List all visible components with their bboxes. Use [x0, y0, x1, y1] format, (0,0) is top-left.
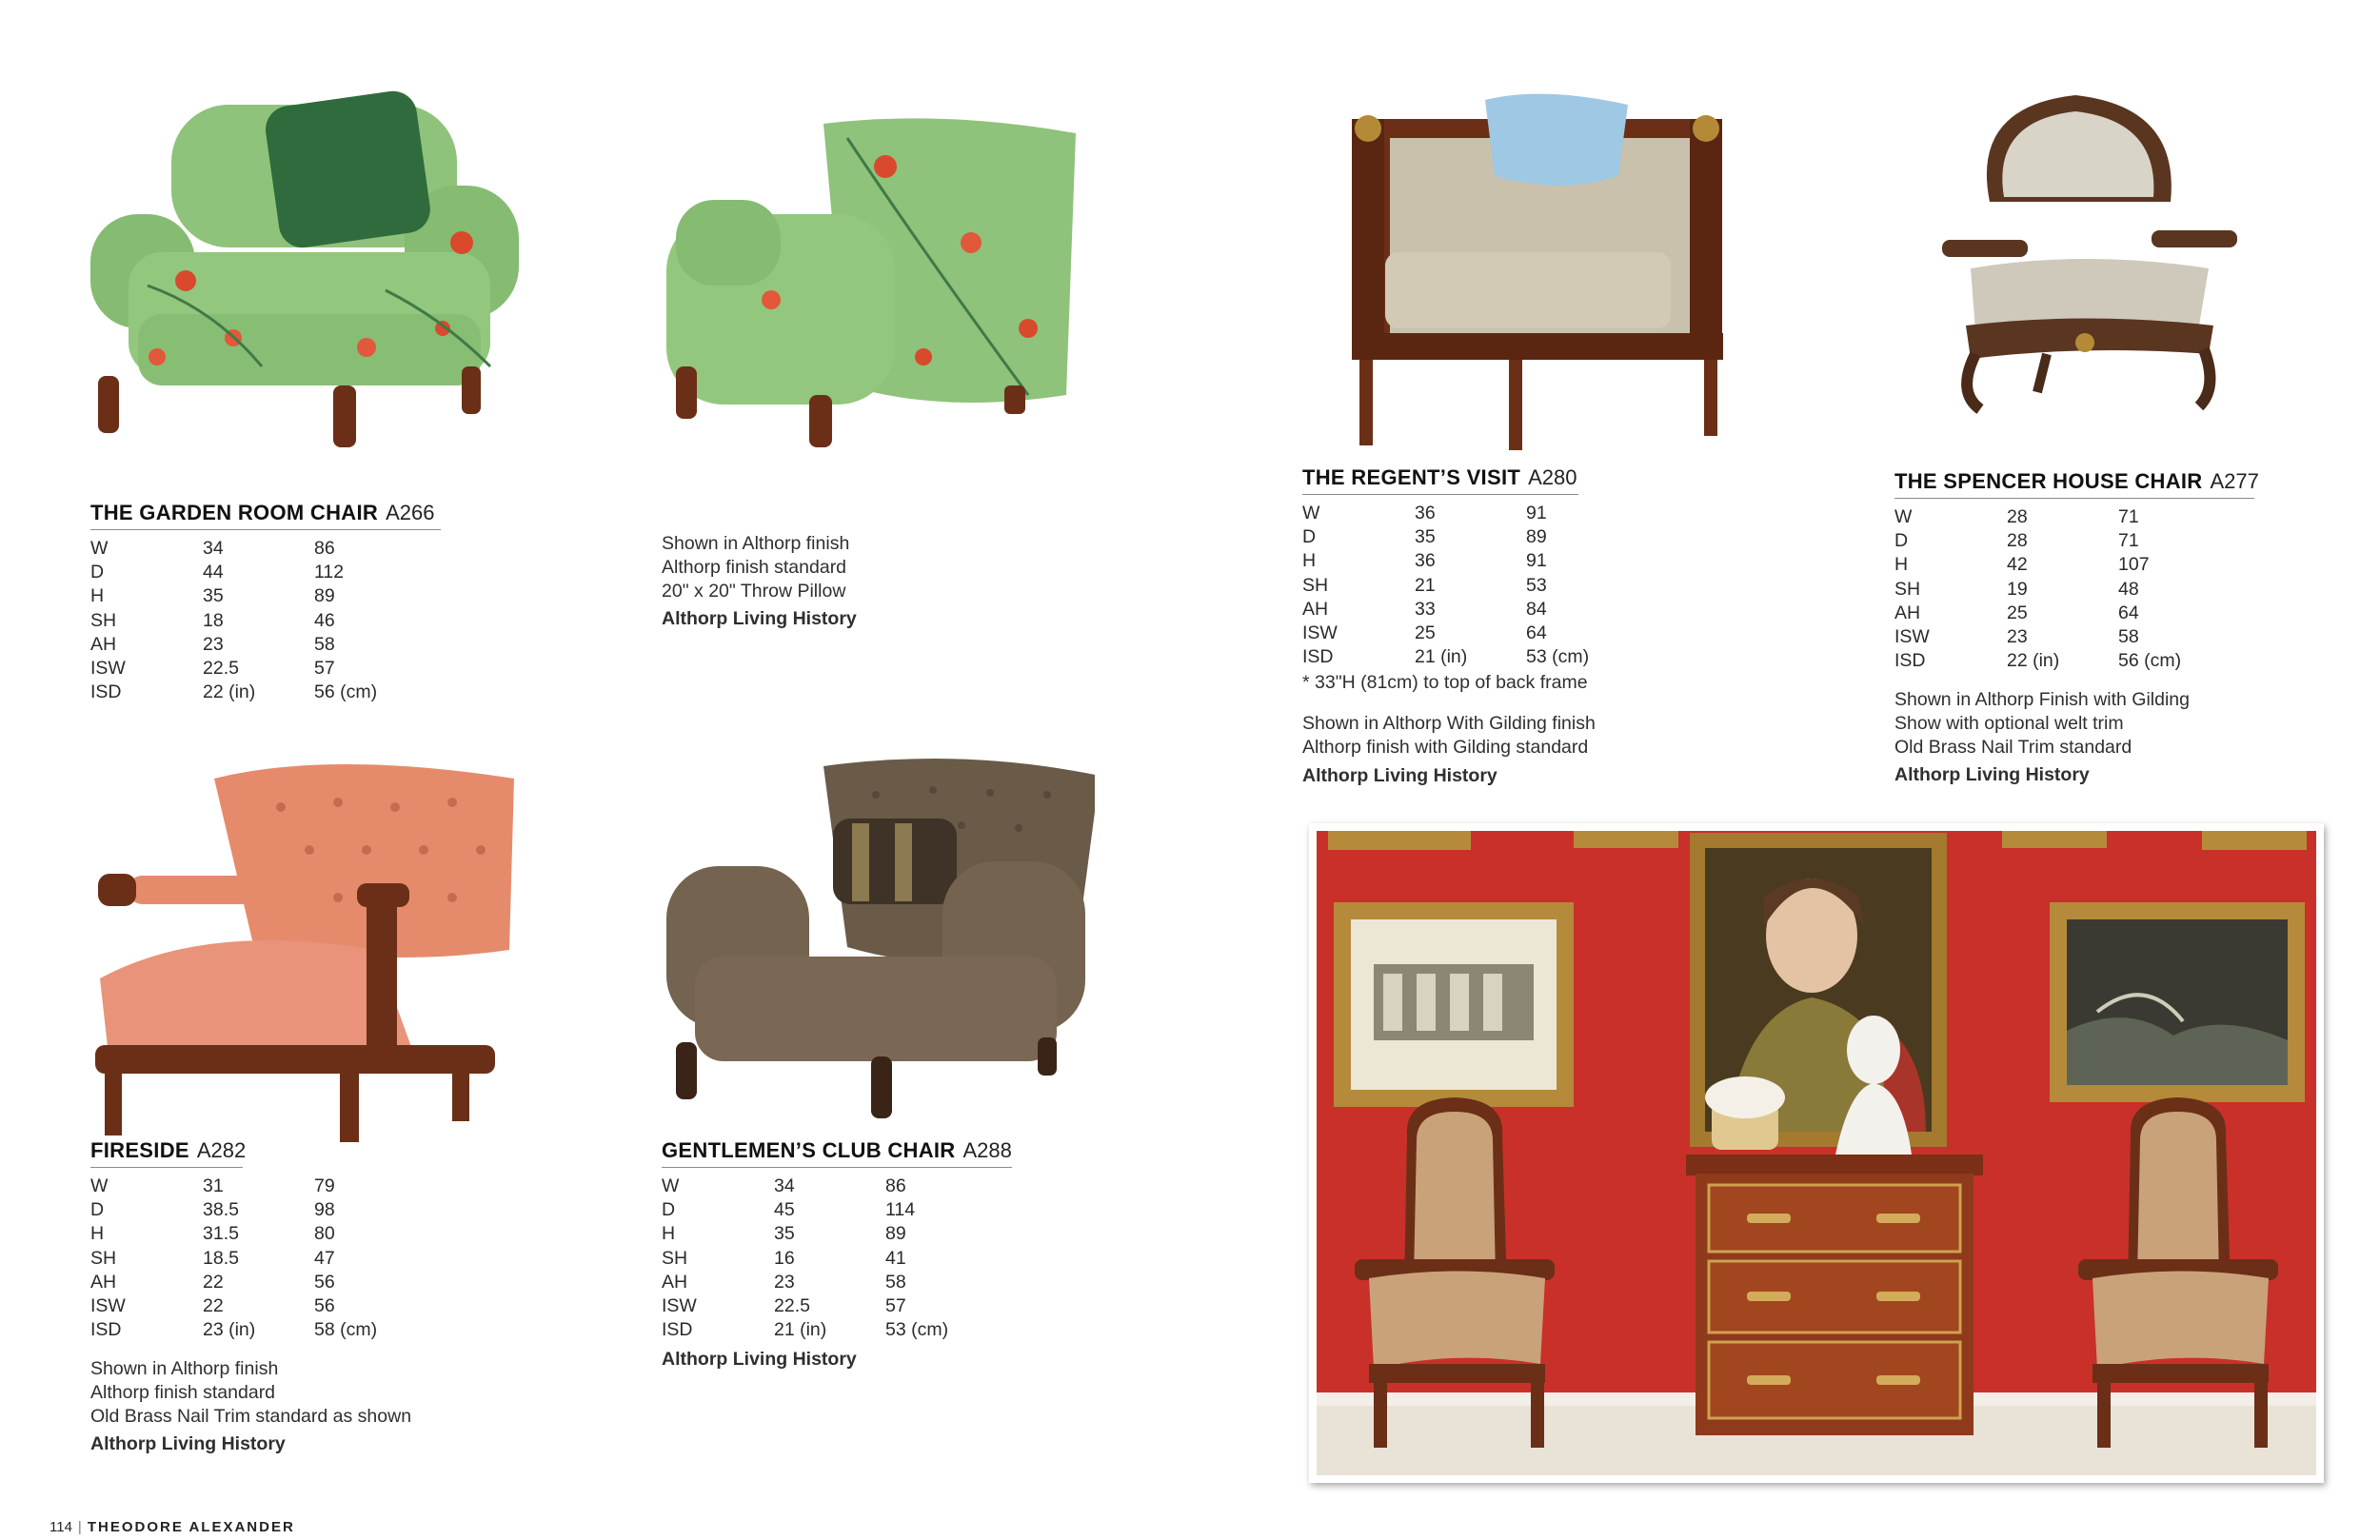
- dim-cm: 79: [314, 1175, 335, 1196]
- dim-cm: 64: [1526, 622, 1547, 643]
- dim-label: W: [90, 538, 109, 559]
- dim-label: ISW: [90, 1294, 126, 1316]
- brand-name: THEODORE ALEXANDER: [87, 1519, 295, 1535]
- dim-row: [1894, 602, 2209, 625]
- gentlemens-club-chair-title: [662, 1136, 1012, 1165]
- product-code: A282: [196, 1138, 247, 1162]
- dim-cm: 53: [1526, 574, 1547, 596]
- dim-label: D: [1302, 526, 1317, 548]
- dim-cm: 46: [314, 609, 335, 631]
- regents-visit-dimensions: [1302, 502, 1616, 669]
- product-name: THE GARDEN ROOM CHAIR: [90, 501, 379, 524]
- gentlemens-club-chair-image: [657, 757, 1095, 1123]
- regents-visit-chair-image: [1333, 90, 1742, 457]
- dim-label: H: [90, 1223, 105, 1245]
- dim-row: [1894, 649, 2209, 673]
- dim-cm: 56 (cm): [314, 681, 378, 703]
- garden-room-chair-front-image: [81, 81, 538, 462]
- dim-row: [90, 1198, 405, 1222]
- dim-label: SH: [662, 1247, 688, 1269]
- dim-cm: 114: [885, 1199, 916, 1221]
- dim-label: W: [1894, 506, 1913, 527]
- dim-label: H: [1302, 550, 1317, 572]
- dim-row: [1894, 578, 2209, 602]
- page-number: 114: [50, 1519, 72, 1535]
- dim-label: SH: [90, 609, 117, 631]
- dim-row: [90, 561, 405, 584]
- dim-inches: 21 (in): [1415, 646, 1468, 668]
- dim-label: H: [1894, 554, 1909, 576]
- dim-inches: 22.5: [203, 657, 239, 679]
- dim-label: ISD: [90, 1319, 122, 1341]
- dim-row: [90, 584, 405, 608]
- dim-label: W: [662, 1175, 680, 1196]
- spencer-house-collection: Althorp Living History: [1894, 764, 2090, 785]
- dim-label: AH: [1894, 602, 1921, 623]
- dim-cm: 71: [2118, 506, 2139, 527]
- dim-inches: 25: [1415, 622, 1436, 643]
- product-code: A266: [386, 501, 435, 524]
- dim-inches: 34: [774, 1175, 795, 1196]
- dim-inches: 31.5: [203, 1223, 239, 1245]
- dim-inches: 28: [2007, 506, 2028, 527]
- dim-label: AH: [662, 1271, 688, 1293]
- product-name: FIRESIDE: [90, 1138, 189, 1162]
- dim-row: [90, 1294, 405, 1318]
- dim-inches: 18: [203, 609, 224, 631]
- dim-cm: 71: [2118, 530, 2139, 552]
- footer-separator: |: [77, 1519, 82, 1535]
- dim-inches: 23: [774, 1271, 795, 1293]
- garden-room-dimensions: [90, 537, 405, 704]
- dim-row: [662, 1222, 976, 1246]
- spencer-house-chair-title: [1894, 467, 2259, 496]
- note-line: Althorp finish standard: [90, 1382, 276, 1404]
- dim-cm: 89: [314, 585, 335, 607]
- dim-inches: 35: [203, 585, 224, 607]
- dim-row: [90, 657, 405, 681]
- dim-row: [1302, 574, 1616, 598]
- dim-cm: 64: [2118, 602, 2139, 623]
- dim-row: [662, 1271, 976, 1294]
- dim-inches: 35: [1415, 526, 1436, 548]
- dim-row: [1894, 625, 2209, 649]
- dim-row: [90, 537, 405, 561]
- dim-cm: 84: [1526, 598, 1547, 620]
- product-name: THE SPENCER HOUSE CHAIR: [1894, 469, 2203, 493]
- product-code: A277: [2210, 469, 2259, 493]
- dim-cm: 89: [885, 1223, 906, 1245]
- dim-cm: 57: [314, 657, 335, 679]
- dim-cm: 80: [314, 1223, 335, 1245]
- dim-cm: 107: [2118, 554, 2150, 576]
- dim-row: [1894, 529, 2209, 553]
- dim-label: ISW: [90, 657, 126, 679]
- dim-cm: 86: [314, 538, 335, 559]
- dim-inches: 23: [2007, 625, 2028, 647]
- note-line: Old Brass Nail Trim standard: [1894, 737, 2132, 759]
- title-rule: [662, 1167, 1012, 1168]
- dim-inches: 35: [774, 1223, 795, 1245]
- product-code: A280: [1528, 465, 1577, 489]
- dim-cm: 47: [314, 1247, 335, 1269]
- title-rule: [1302, 494, 1578, 495]
- spencer-house-chair-image: [1933, 88, 2247, 416]
- note-line: Old Brass Nail Trim standard as shown: [90, 1406, 412, 1428]
- dim-inches: 18.5: [203, 1247, 239, 1269]
- dim-cm: 53 (cm): [885, 1319, 949, 1341]
- dim-row: [662, 1318, 976, 1342]
- dim-row: [662, 1247, 976, 1271]
- dim-label: D: [90, 562, 105, 583]
- dim-row: [1302, 549, 1616, 573]
- dim-row: [1302, 598, 1616, 622]
- dim-cm: 98: [314, 1199, 335, 1221]
- dim-label: D: [90, 1199, 105, 1221]
- dim-label: AH: [90, 633, 117, 655]
- dim-label: AH: [1302, 598, 1329, 620]
- regents-visit-title: [1302, 464, 1577, 492]
- dim-label: ISW: [662, 1294, 697, 1316]
- title-rule: [1894, 498, 2254, 499]
- dim-label: ISW: [1302, 622, 1338, 643]
- product-name: GENTLEMEN’S CLUB CHAIR: [662, 1138, 956, 1162]
- dim-label: ISD: [662, 1319, 693, 1341]
- dim-cm: 58: [885, 1271, 906, 1293]
- dim-inches: 22: [203, 1294, 224, 1316]
- dim-label: D: [662, 1199, 676, 1221]
- gentlemens-club-collection: Althorp Living History: [662, 1349, 857, 1370]
- dim-row: [90, 609, 405, 633]
- dim-inches: 21 (in): [774, 1319, 827, 1341]
- dim-label: ISD: [1894, 650, 1926, 672]
- dim-inches: 22 (in): [203, 681, 256, 703]
- dim-inches: 23 (in): [203, 1319, 256, 1341]
- garden-room-chair-back-image: [657, 109, 1085, 457]
- dim-row: [90, 1247, 405, 1271]
- dim-inches: 34: [203, 538, 224, 559]
- dim-cm: 56: [314, 1294, 335, 1316]
- dim-row: [662, 1175, 976, 1198]
- dim-label: D: [1894, 530, 1909, 552]
- fireside-collection: Althorp Living History: [90, 1433, 286, 1454]
- regents-visit-notes: [1302, 712, 1596, 760]
- product-code: A288: [962, 1138, 1012, 1162]
- dim-inches: 22.5: [774, 1294, 810, 1316]
- dim-row: [1302, 525, 1616, 549]
- dim-inches: 19: [2007, 578, 2028, 600]
- dim-row: [90, 1318, 405, 1342]
- dim-row: [1302, 622, 1616, 645]
- dim-cm: 91: [1526, 503, 1547, 523]
- dim-inches: 25: [2007, 602, 2028, 623]
- dim-label: H: [90, 585, 105, 607]
- dim-label: SH: [1302, 574, 1329, 596]
- dim-inches: 31: [203, 1175, 224, 1196]
- dim-cm: 56 (cm): [2118, 650, 2182, 672]
- title-rule: [90, 1167, 243, 1168]
- dim-row: [662, 1198, 976, 1222]
- note-line: Althorp finish standard: [662, 557, 847, 579]
- fireside-dimensions: [90, 1175, 405, 1342]
- dim-inches: 38.5: [203, 1199, 239, 1221]
- spencer-house-dimensions: [1894, 505, 2209, 673]
- note-line: 20" x 20" Throw Pillow: [662, 581, 846, 602]
- dim-inches: 28: [2007, 530, 2028, 552]
- dim-cm: 86: [885, 1175, 906, 1196]
- note-line: Althorp finish with Gilding standard: [1302, 737, 1589, 759]
- title-rule: [90, 529, 441, 530]
- garden-room-collection: Althorp Living History: [662, 608, 857, 629]
- dim-cm: 58 (cm): [314, 1319, 378, 1341]
- regents-visit-collection: Althorp Living History: [1302, 765, 1497, 786]
- dim-row: [90, 633, 405, 657]
- dim-label: SH: [1894, 578, 1921, 600]
- dim-label: SH: [90, 1247, 117, 1269]
- note-line: Shown in Althorp With Gilding finish: [1302, 713, 1596, 734]
- fireside-chair-image: [90, 760, 519, 1145]
- dim-label: H: [662, 1223, 676, 1245]
- dim-row: [1302, 502, 1616, 525]
- dim-label: AH: [90, 1271, 117, 1293]
- dim-inches: 22 (in): [2007, 650, 2060, 672]
- garden-room-chair-title: [90, 499, 434, 527]
- dim-row: [90, 1222, 405, 1246]
- dim-label: ISW: [1894, 625, 1930, 647]
- note-line: Shown in Althorp finish: [90, 1358, 279, 1379]
- dim-row: [90, 1175, 405, 1198]
- regents-visit-footnote: * 33"H (81cm) to top of back frame: [1302, 672, 1588, 693]
- dim-inches: 36: [1415, 550, 1436, 572]
- page-footer: [50, 1519, 295, 1535]
- dim-label: ISD: [90, 681, 122, 703]
- dim-cm: 112: [314, 562, 345, 583]
- dim-inches: 45: [774, 1199, 795, 1221]
- dim-row: [1894, 505, 2209, 529]
- room-scene-photo: [1309, 823, 2324, 1483]
- product-name: THE REGENT’S VISIT: [1302, 465, 1521, 489]
- dim-cm: 91: [1526, 550, 1547, 572]
- gentlemens-club-dimensions: [662, 1175, 976, 1342]
- note-line: Show with optional welt trim: [1894, 713, 2124, 735]
- dim-row: [90, 681, 405, 704]
- dim-cm: 56: [314, 1271, 335, 1293]
- dim-inches: 22: [203, 1271, 224, 1293]
- garden-room-notes: [662, 532, 849, 604]
- fireside-notes: [90, 1357, 411, 1430]
- dim-row: [90, 1271, 405, 1294]
- dim-inches: 23: [203, 633, 224, 655]
- dim-row: [1302, 645, 1616, 669]
- dim-cm: 58: [314, 633, 335, 655]
- dim-row: [662, 1294, 976, 1318]
- dim-inches: 21: [1415, 574, 1436, 596]
- dim-label: ISD: [1302, 646, 1334, 668]
- dim-inches: 33: [1415, 598, 1436, 620]
- dim-cm: 89: [1526, 526, 1547, 548]
- dim-label: W: [90, 1175, 109, 1196]
- dim-cm: 41: [885, 1247, 906, 1269]
- dim-label: W: [1302, 503, 1320, 523]
- note-line: Shown in Althorp Finish with Gilding: [1894, 689, 2190, 710]
- fireside-title: [90, 1136, 246, 1165]
- dim-cm: 48: [2118, 578, 2139, 600]
- spencer-house-notes: [1894, 688, 2190, 760]
- dim-cm: 57: [885, 1294, 906, 1316]
- dim-inches: 16: [774, 1247, 795, 1269]
- note-line: Shown in Althorp finish: [662, 533, 850, 554]
- dim-row: [1894, 553, 2209, 577]
- dim-inches: 44: [203, 562, 224, 583]
- dim-inches: 42: [2007, 554, 2028, 576]
- dim-cm: 53 (cm): [1526, 646, 1590, 668]
- dim-cm: 58: [2118, 625, 2139, 647]
- dim-inches: 36: [1415, 503, 1436, 523]
